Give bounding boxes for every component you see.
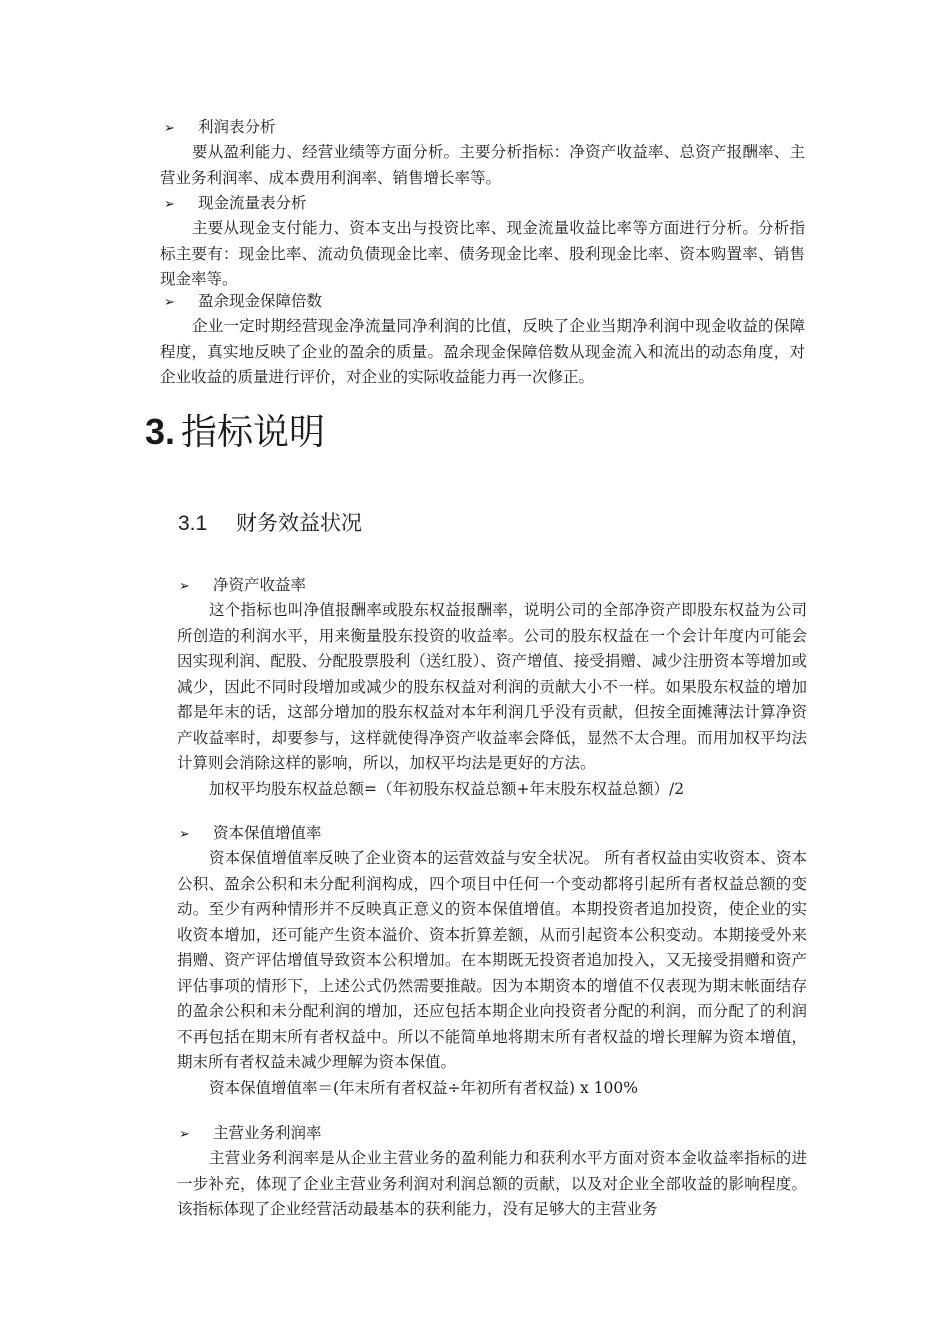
heading-number: 3.1 — [178, 512, 208, 535]
arrow-bullet-icon: ➢ — [179, 579, 190, 594]
bullet-heading: ➢ 利润表分析 — [160, 114, 805, 140]
bullet-heading: ➢ 盈余现金保障倍数 — [160, 288, 805, 314]
bullet-heading: ➢ 资本保值增值率 — [177, 820, 807, 846]
paragraph: 企业一定时期经营现金净流量同净利润的比值，反映了企业当期净利润中现金收益的保障程度，真实地反映了企业的盈余的质量。盈余现金保障倍数从现金流入和流出的动态角度，对企业收益的质量进行评价，对企业的实际收益能力再一次修正。 — [160, 317, 805, 386]
arrow-bullet-icon: ➢ — [164, 197, 175, 212]
capital-preservation-rate — [177, 820, 807, 1101]
arrow-bullet-icon: ➢ — [164, 121, 175, 136]
paragraph: 这个指标也叫净值报酬率或股东权益报酬率，说明公司的全部净资产即股东权益为公司所创造的利润水平，用来衡量股东投资的收益率。公司的股东权益在一个会计年度内可能会因实现利润、配股、分配股票股利（送红股）、资产增值、接受捐赠、减少注册资本等增加或减少，因此不同时段增加或减少的股东权益对利润的贡献大小不一样。如果股东权益的增加都是年末的话，这部分增加的股东权益对本年利润几乎没有贡献，但按全面摊薄法计算净资产收益率时，却要参与，这样就使得净资产收益率会降低，显然不太合理。而用加权平均法计算则会消除这样的影响，所以，加权平均法是更好的方法。 — [177, 601, 807, 772]
heading-level-2 — [178, 506, 362, 541]
paragraph: 要从盈利能力、经营业绩等方面分析。主要分析指标：净资产收益率、总资产报酬率、主营业务利润率、成本费用利润率、销售增长率等。 — [160, 143, 805, 187]
paragraph: 主要从现金支付能力、资本支出与投资比率、现金流量收益比率等方面进行分析。分析指标主要有：现金比率、流动负债现金比率、债务现金比率、股利现金比率、资本购置率、销售现金率等。 — [160, 219, 805, 288]
bullet-heading: ➢ 主营业务利润率 — [177, 1120, 807, 1146]
formula: 加权平均股东权益总额=（年初股东权益总额+年末股东权益总额）/2 — [209, 779, 685, 798]
arrow-bullet-icon: ➢ — [179, 827, 190, 842]
formula: 资本保值增值率＝(年末所有者权益÷年初所有者权益) x 100% — [209, 1078, 638, 1097]
surplus-cash-coverage — [160, 288, 805, 391]
bullet-heading: ➢ 净资产收益率 — [177, 572, 807, 598]
cash-flow-statement-analysis — [160, 190, 805, 293]
profit-statement-analysis — [160, 114, 805, 191]
bullet-heading: ➢ 现金流量表分析 — [160, 190, 805, 216]
return-on-equity — [177, 572, 807, 802]
arrow-bullet-icon: ➢ — [164, 295, 175, 310]
paragraph: 资本保值增值率反映了企业资本的运营效益与安全状况。 所有者权益由实收资本、资本公积、盈余公积和未分配利润构成，四个项目中任何一个变动都将引起所有者权益总额的变动。至少有两种情形并不反映真正意义的资本保值增值。本期投资者追加投资，使企业的实收资本增加，还可能产生资本溢价、资本折算差额，从而引起资本公积变动。本期接受外来捐赠、资产评估增值导致资本公积增加。在本期既无投资者追加投入，又无接受捐赠和资产评估事项的情形下，上述公式仍然需要推敲。因为本期资本的增值不仅表现为期末帐面结存的盈余公积和未分配利润的增加，还应包括本期企业向投资者分配的利润，而分配了的利润不再包括在期末所有者权益中。所以不能简单地将期末所有者权益的增长理解为资本增值，期末所有者权益未减少理解为资本保值。 — [177, 849, 807, 1071]
heading-number: 3. — [145, 411, 176, 452]
heading-text: 财务效益状况 — [236, 511, 362, 535]
heading-text: 指标说明 — [181, 412, 326, 453]
main-business-profit-margin — [177, 1120, 807, 1223]
heading-level-1 — [145, 404, 325, 461]
arrow-bullet-icon: ➢ — [179, 1127, 190, 1142]
paragraph: 主营业务利润率是从企业主营业务的盈利能力和获利水平方面对资本金收益率指标的进一步补充，体现了企业主营业务利润对利润总额的贡献，以及对企业全部收益的影响程度。该指标体现了企业经营活动最基本的获利能力，没有足够大的主营业务 — [177, 1149, 807, 1218]
